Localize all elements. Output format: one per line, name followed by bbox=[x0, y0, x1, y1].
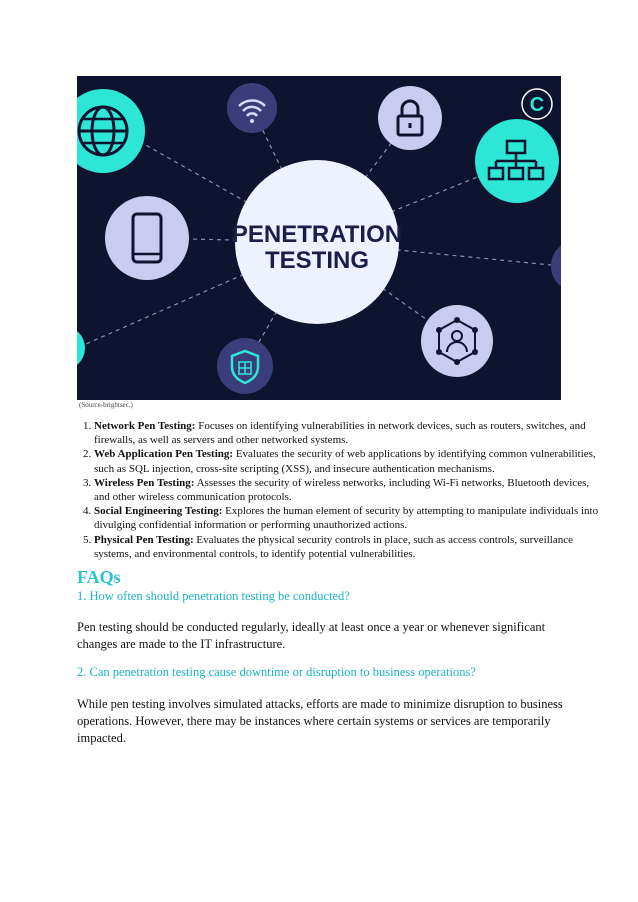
faq-answer-2: While pen testing involves simulated attacks, efforts are made to minimize disruption to business operations. However, there may be instances where certain systems or services are temporarily impacted. bbox=[77, 697, 563, 745]
list-item bbox=[94, 447, 604, 475]
faq-answer-1: Pen testing should be conducted regularly, ideally at least once a year or whenever significant changes are made to the IT infrastructure. bbox=[77, 620, 546, 651]
item-text: Focuses on identifying vulnerabilities in network devices, such as routers, switches, and firewalls, as well as servers and other networked systems. bbox=[94, 420, 586, 447]
hero-title-line2: TESTING bbox=[264, 247, 370, 274]
list-item bbox=[94, 476, 604, 504]
hero-title-line1: PENETRATION bbox=[231, 221, 403, 248]
item-text: Evaluates the physical security controls in place, such as access controls, surveillance systems, and environmental controls, to identify potential vulnerabilities. bbox=[94, 533, 573, 560]
image-caption: (Source-brightsec.) bbox=[79, 401, 133, 409]
logo-badge bbox=[522, 89, 552, 119]
hero-image bbox=[77, 76, 561, 400]
edge-circle-left bbox=[77, 326, 85, 370]
lock-icon bbox=[378, 86, 442, 150]
item-title: Web Application Pen Testing: bbox=[94, 448, 234, 461]
center-circle bbox=[232, 160, 402, 324]
wifi-icon bbox=[227, 83, 277, 133]
item-text: Assesses the security of wireless networks, including Wi-Fi networks, Bluetooth devices, and other wireless communication protocols. bbox=[94, 476, 590, 504]
logo-letter: C bbox=[529, 94, 545, 116]
pen-testing-types-list bbox=[58, 419, 604, 561]
edge-circle-right bbox=[551, 240, 561, 292]
list-item bbox=[94, 533, 604, 561]
item-title: Network Pen Testing: bbox=[94, 420, 196, 432]
people-network-icon bbox=[421, 305, 493, 377]
penetration-testing-illustration bbox=[77, 76, 561, 400]
faq-question-2: 2. Can penetration testing cause downtime or disruption to business operations? bbox=[77, 665, 476, 679]
item-text: Explores the human element of security by attempting to manipulate individuals into divulging confidential information or performing unauthorized actions. bbox=[94, 505, 599, 532]
shield-icon bbox=[217, 338, 273, 394]
faq-heading: FAQs bbox=[77, 567, 121, 587]
network-icon bbox=[475, 119, 559, 203]
item-title: Physical Pen Testing: bbox=[94, 533, 194, 546]
globe-icon bbox=[77, 89, 145, 173]
list-item bbox=[94, 419, 604, 447]
phone-icon bbox=[105, 196, 189, 280]
item-title: Social Engineering Testing: bbox=[94, 505, 223, 518]
faq-question-1: 1. How often should penetration testing be conducted? bbox=[77, 589, 350, 603]
item-text: Evaluates the security of web applications by identifying common vulnerabilities, such as SQL injection, cross-site scripting (XSS), and insecure authentication mechanisms. bbox=[94, 448, 596, 475]
list-item bbox=[94, 504, 604, 532]
item-title: Wireless Pen Testing: bbox=[94, 476, 195, 489]
